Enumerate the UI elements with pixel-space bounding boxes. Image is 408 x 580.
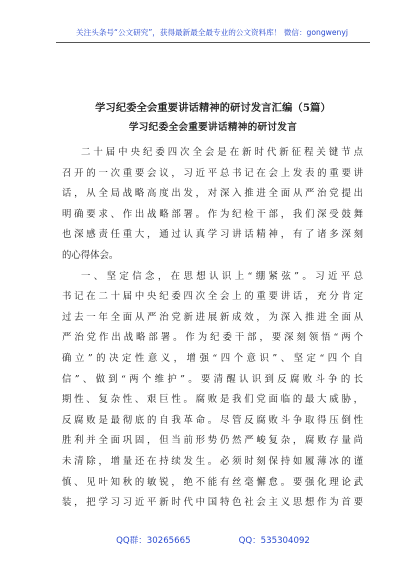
body-line: 一、坚定信念，在思想认识上“绷紧弦”。习近平总 (81, 270, 363, 282)
document-title: 学习纪委全会重要讲话精神的研讨发言汇编（5篇） (95, 102, 331, 114)
footer-contact (56, 534, 370, 546)
body-line: 话，从全局战略高度出发，对深入推进全面从严治党提出 (62, 188, 363, 200)
header-divider (56, 42, 370, 43)
footer-qq-group: QQ群：30265665 (116, 536, 191, 546)
body-text (62, 143, 363, 514)
body-line: 的心得体会。 (62, 249, 119, 261)
body-line: 严治党作出战略部署。作为纪委干部，要深刻领悟“两个 (62, 332, 363, 344)
body-line: 信”、做到“两个维护”。要清醒认识到反腐败斗争的长 (62, 373, 363, 385)
body-line: 过去一年全面从严治党新进展新成效，为深入推进全面从 (62, 311, 363, 323)
body-line: 慎、见叶知秋的敏锐，绝不能有丝毫懈怠。要强化理论武 (62, 476, 363, 488)
body-line: 反腐败是最彻底的自我革命。尽管反腐败斗争取得压倒性 (62, 414, 363, 426)
section-title: 学习纪委全会重要讲话精神的研讨发言 (128, 122, 298, 133)
body-line: 期性、复杂性、艰巨性。腐败是我们党面临的最大威胁， (62, 394, 363, 406)
body-line: 召开的一次重要会议，习近平总书记在会上发表的重要讲 (62, 167, 363, 179)
body-line: 未清除，增量还在持续发生。必须时刻保持如履薄冰的谨 (62, 455, 363, 467)
body-line: 胜利并全面巩固，但当前形势仍然严峻复杂，腐败存量尚 (62, 435, 363, 447)
body-line: 装，把学习习近平新时代中国特色社会主义思想作为首要 (62, 497, 363, 509)
header-promo: 关注头条号“公文研究”，获得最新最全最专业的公文资料库！ 微信：gongwenyj (76, 28, 348, 37)
body-line: 也深感责任重大，通过认真学习讲话精神，有了诸多深刻 (62, 229, 363, 241)
body-line: 确立”的决定性意义，增强“四个意识”、坚定“四个自 (62, 352, 363, 364)
body-line: 书记在二十届中央纪委四次全会上的重要讲话，充分肯定 (62, 291, 363, 303)
body-line: 二十届中央纪委四次全会是在新时代新征程关键节点 (81, 147, 363, 158)
body-line: 明确要求、作出战略部署。作为纪检干部，我们深受鼓舞 (62, 208, 363, 220)
footer-qq: QQ：535304092 (238, 536, 310, 546)
